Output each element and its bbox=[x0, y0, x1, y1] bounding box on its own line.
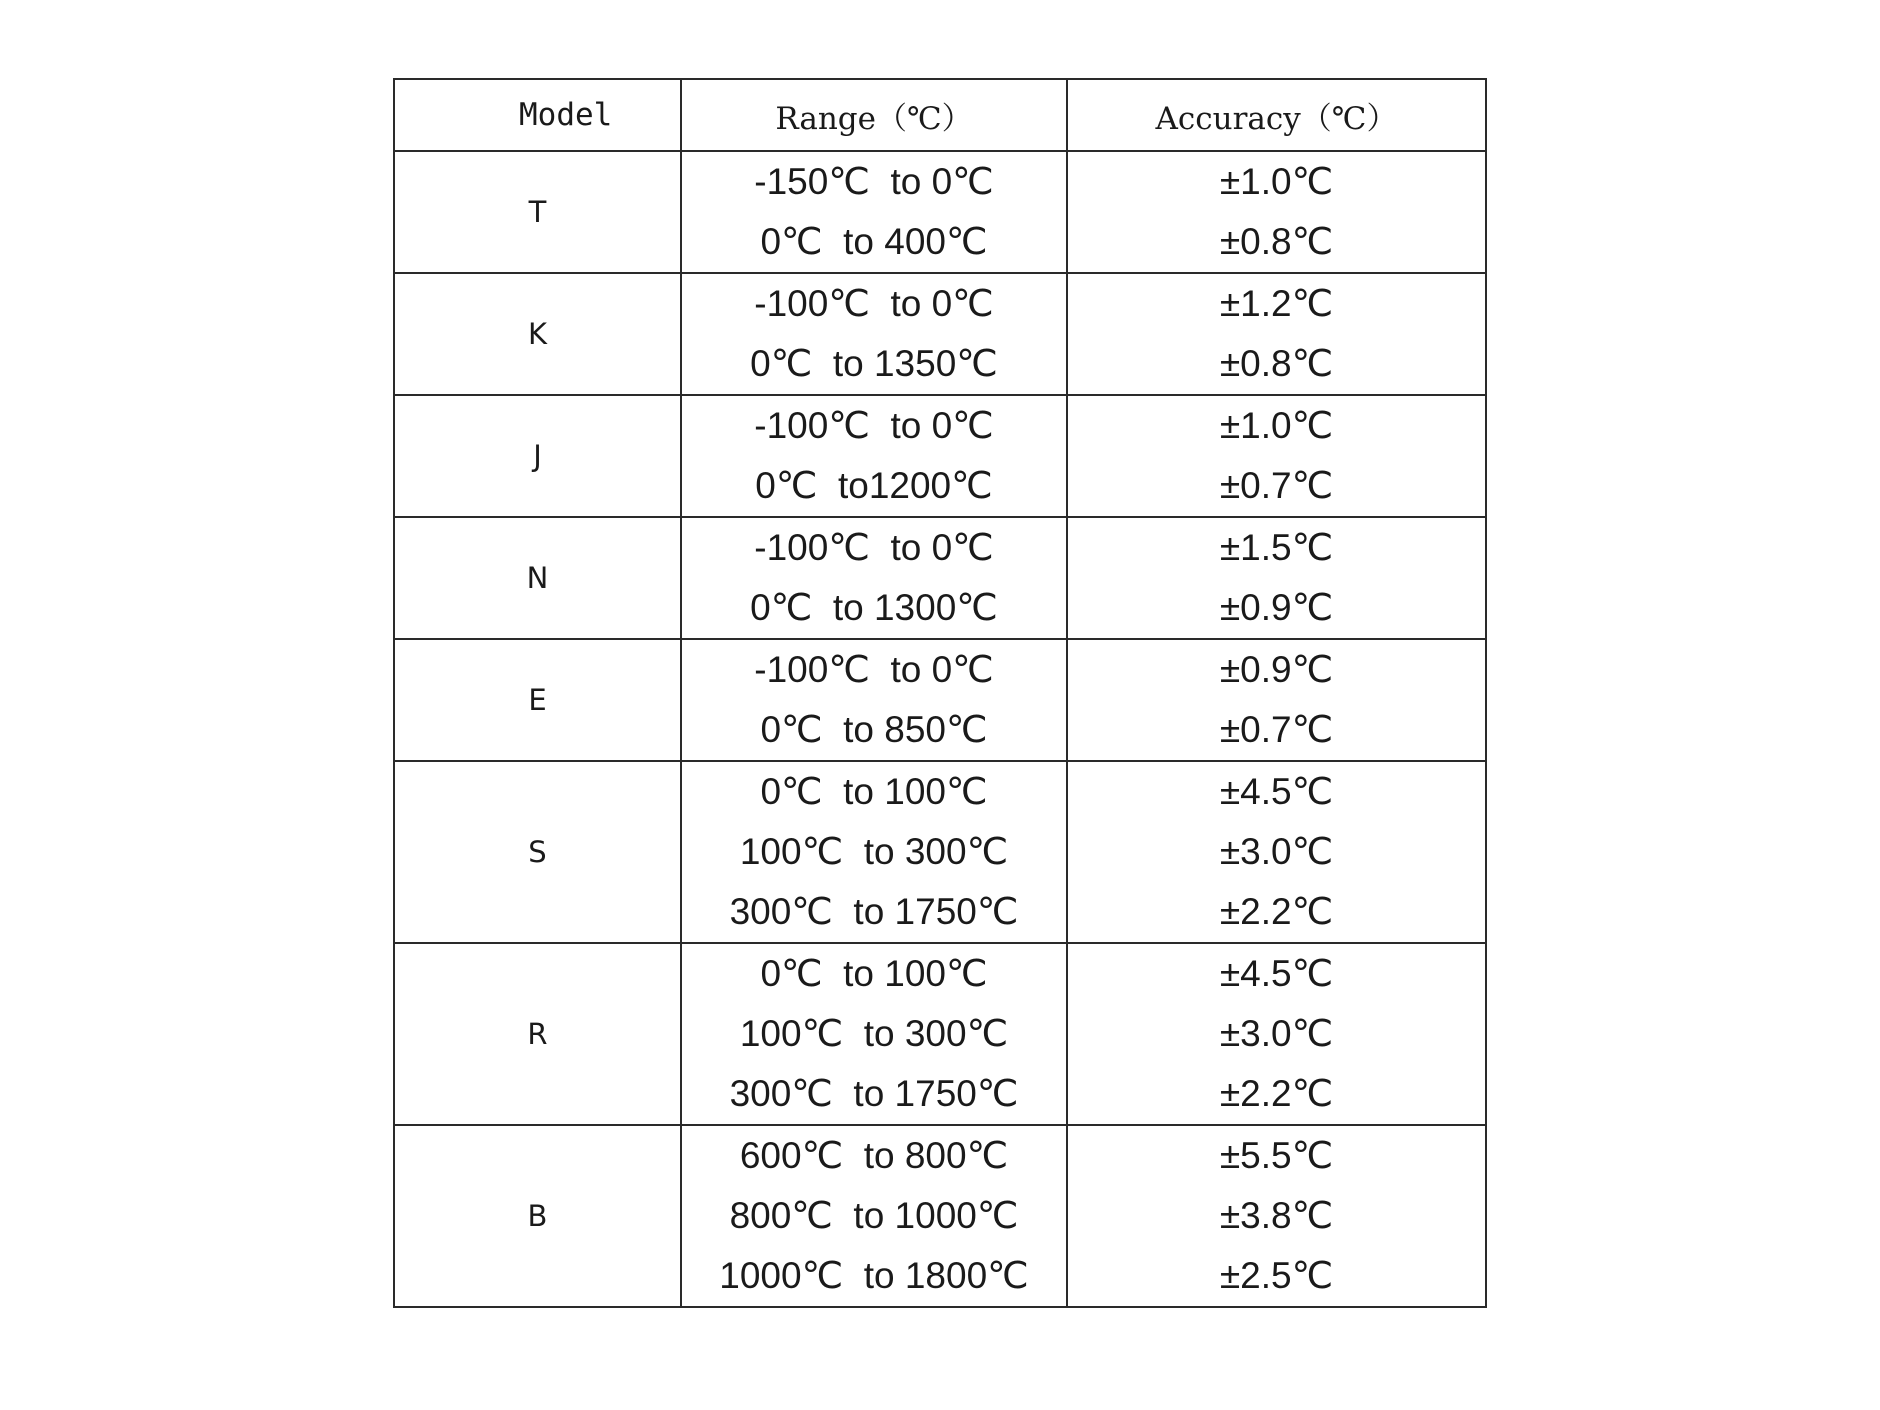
accuracy-value: ±1.0℃ bbox=[1219, 405, 1334, 446]
accuracy-value: ±0.7℃ bbox=[1219, 709, 1334, 750]
range-value: 0℃ to 100℃ bbox=[760, 771, 988, 812]
model-cell: E bbox=[394, 639, 681, 761]
accuracy-cell bbox=[1067, 639, 1486, 761]
model-cell: J bbox=[394, 395, 681, 517]
table-row bbox=[394, 943, 1486, 1125]
model-cell: K bbox=[394, 273, 681, 395]
header-range: Range（℃） bbox=[681, 79, 1067, 151]
table-row bbox=[394, 395, 1486, 517]
accuracy-value: ±2.2℃ bbox=[1219, 1073, 1334, 1114]
table-row bbox=[394, 151, 1486, 273]
model-cell: B bbox=[394, 1125, 681, 1307]
accuracy-value: ±4.5℃ bbox=[1219, 771, 1334, 812]
range-value: 0℃ to1200℃ bbox=[755, 465, 993, 506]
range-value: -100℃ to 0℃ bbox=[754, 405, 994, 446]
header-row bbox=[394, 79, 1486, 151]
range-value: 0℃ to 850℃ bbox=[760, 709, 988, 750]
table-row bbox=[394, 273, 1486, 395]
accuracy-value: ±1.5℃ bbox=[1219, 527, 1334, 568]
range-value: 300℃ to 1750℃ bbox=[729, 891, 1019, 932]
accuracy-value: ±0.8℃ bbox=[1219, 343, 1334, 384]
model-cell: N bbox=[394, 517, 681, 639]
accuracy-value: ±2.2℃ bbox=[1219, 891, 1334, 932]
accuracy-value: ±0.7℃ bbox=[1219, 465, 1334, 506]
accuracy-cell bbox=[1067, 395, 1486, 517]
accuracy-cell bbox=[1067, 1125, 1486, 1307]
accuracy-cell bbox=[1067, 517, 1486, 639]
table-body bbox=[394, 151, 1486, 1307]
accuracy-value: ±0.9℃ bbox=[1219, 587, 1334, 628]
model-cell: R bbox=[394, 943, 681, 1125]
table-row bbox=[394, 517, 1486, 639]
range-value: -150℃ to 0℃ bbox=[754, 161, 994, 202]
range-value: 100℃ to 300℃ bbox=[739, 1013, 1009, 1054]
accuracy-value: ±1.2℃ bbox=[1219, 283, 1334, 324]
range-value: -100℃ to 0℃ bbox=[754, 649, 994, 690]
range-cell bbox=[681, 761, 1067, 943]
accuracy-value: ±0.9℃ bbox=[1219, 649, 1334, 690]
accuracy-value: ±3.0℃ bbox=[1219, 831, 1334, 872]
range-value: 300℃ to 1750℃ bbox=[729, 1073, 1019, 1114]
range-value: -100℃ to 0℃ bbox=[754, 283, 994, 324]
range-value: 1000℃ to 1800℃ bbox=[719, 1255, 1029, 1296]
accuracy-cell bbox=[1067, 943, 1486, 1125]
table-row bbox=[394, 639, 1486, 761]
range-value: 0℃ to 100℃ bbox=[760, 953, 988, 994]
accuracy-value: ±3.0℃ bbox=[1219, 1013, 1334, 1054]
model-cell: T bbox=[394, 151, 681, 273]
range-value: 0℃ to 1350℃ bbox=[750, 343, 998, 384]
accuracy-cell bbox=[1067, 151, 1486, 273]
range-value: 0℃ to 400℃ bbox=[760, 221, 988, 262]
table-row bbox=[394, 761, 1486, 943]
range-cell bbox=[681, 395, 1067, 517]
range-cell bbox=[681, 151, 1067, 273]
accuracy-cell bbox=[1067, 761, 1486, 943]
range-cell bbox=[681, 517, 1067, 639]
table-row bbox=[394, 1125, 1486, 1307]
accuracy-value: ±0.8℃ bbox=[1219, 221, 1334, 262]
accuracy-value: ±3.8℃ bbox=[1219, 1195, 1334, 1236]
range-value: -100℃ to 0℃ bbox=[754, 527, 994, 568]
thermocouple-spec-table bbox=[393, 78, 1487, 1308]
accuracy-cell bbox=[1067, 273, 1486, 395]
range-cell bbox=[681, 943, 1067, 1125]
range-cell bbox=[681, 273, 1067, 395]
model-cell: S bbox=[394, 761, 681, 943]
header-model: Model bbox=[394, 79, 681, 151]
range-value: 0℃ to 1300℃ bbox=[750, 587, 998, 628]
range-value: 600℃ to 800℃ bbox=[739, 1135, 1009, 1176]
accuracy-value: ±5.5℃ bbox=[1219, 1135, 1334, 1176]
accuracy-value: ±4.5℃ bbox=[1219, 953, 1334, 994]
range-cell bbox=[681, 1125, 1067, 1307]
accuracy-value: ±1.0℃ bbox=[1219, 161, 1334, 202]
range-cell bbox=[681, 639, 1067, 761]
range-value: 100℃ to 300℃ bbox=[739, 831, 1009, 872]
header-accuracy: Accuracy（℃） bbox=[1067, 79, 1486, 151]
range-value: 800℃ to 1000℃ bbox=[729, 1195, 1019, 1236]
accuracy-value: ±2.5℃ bbox=[1219, 1255, 1334, 1296]
